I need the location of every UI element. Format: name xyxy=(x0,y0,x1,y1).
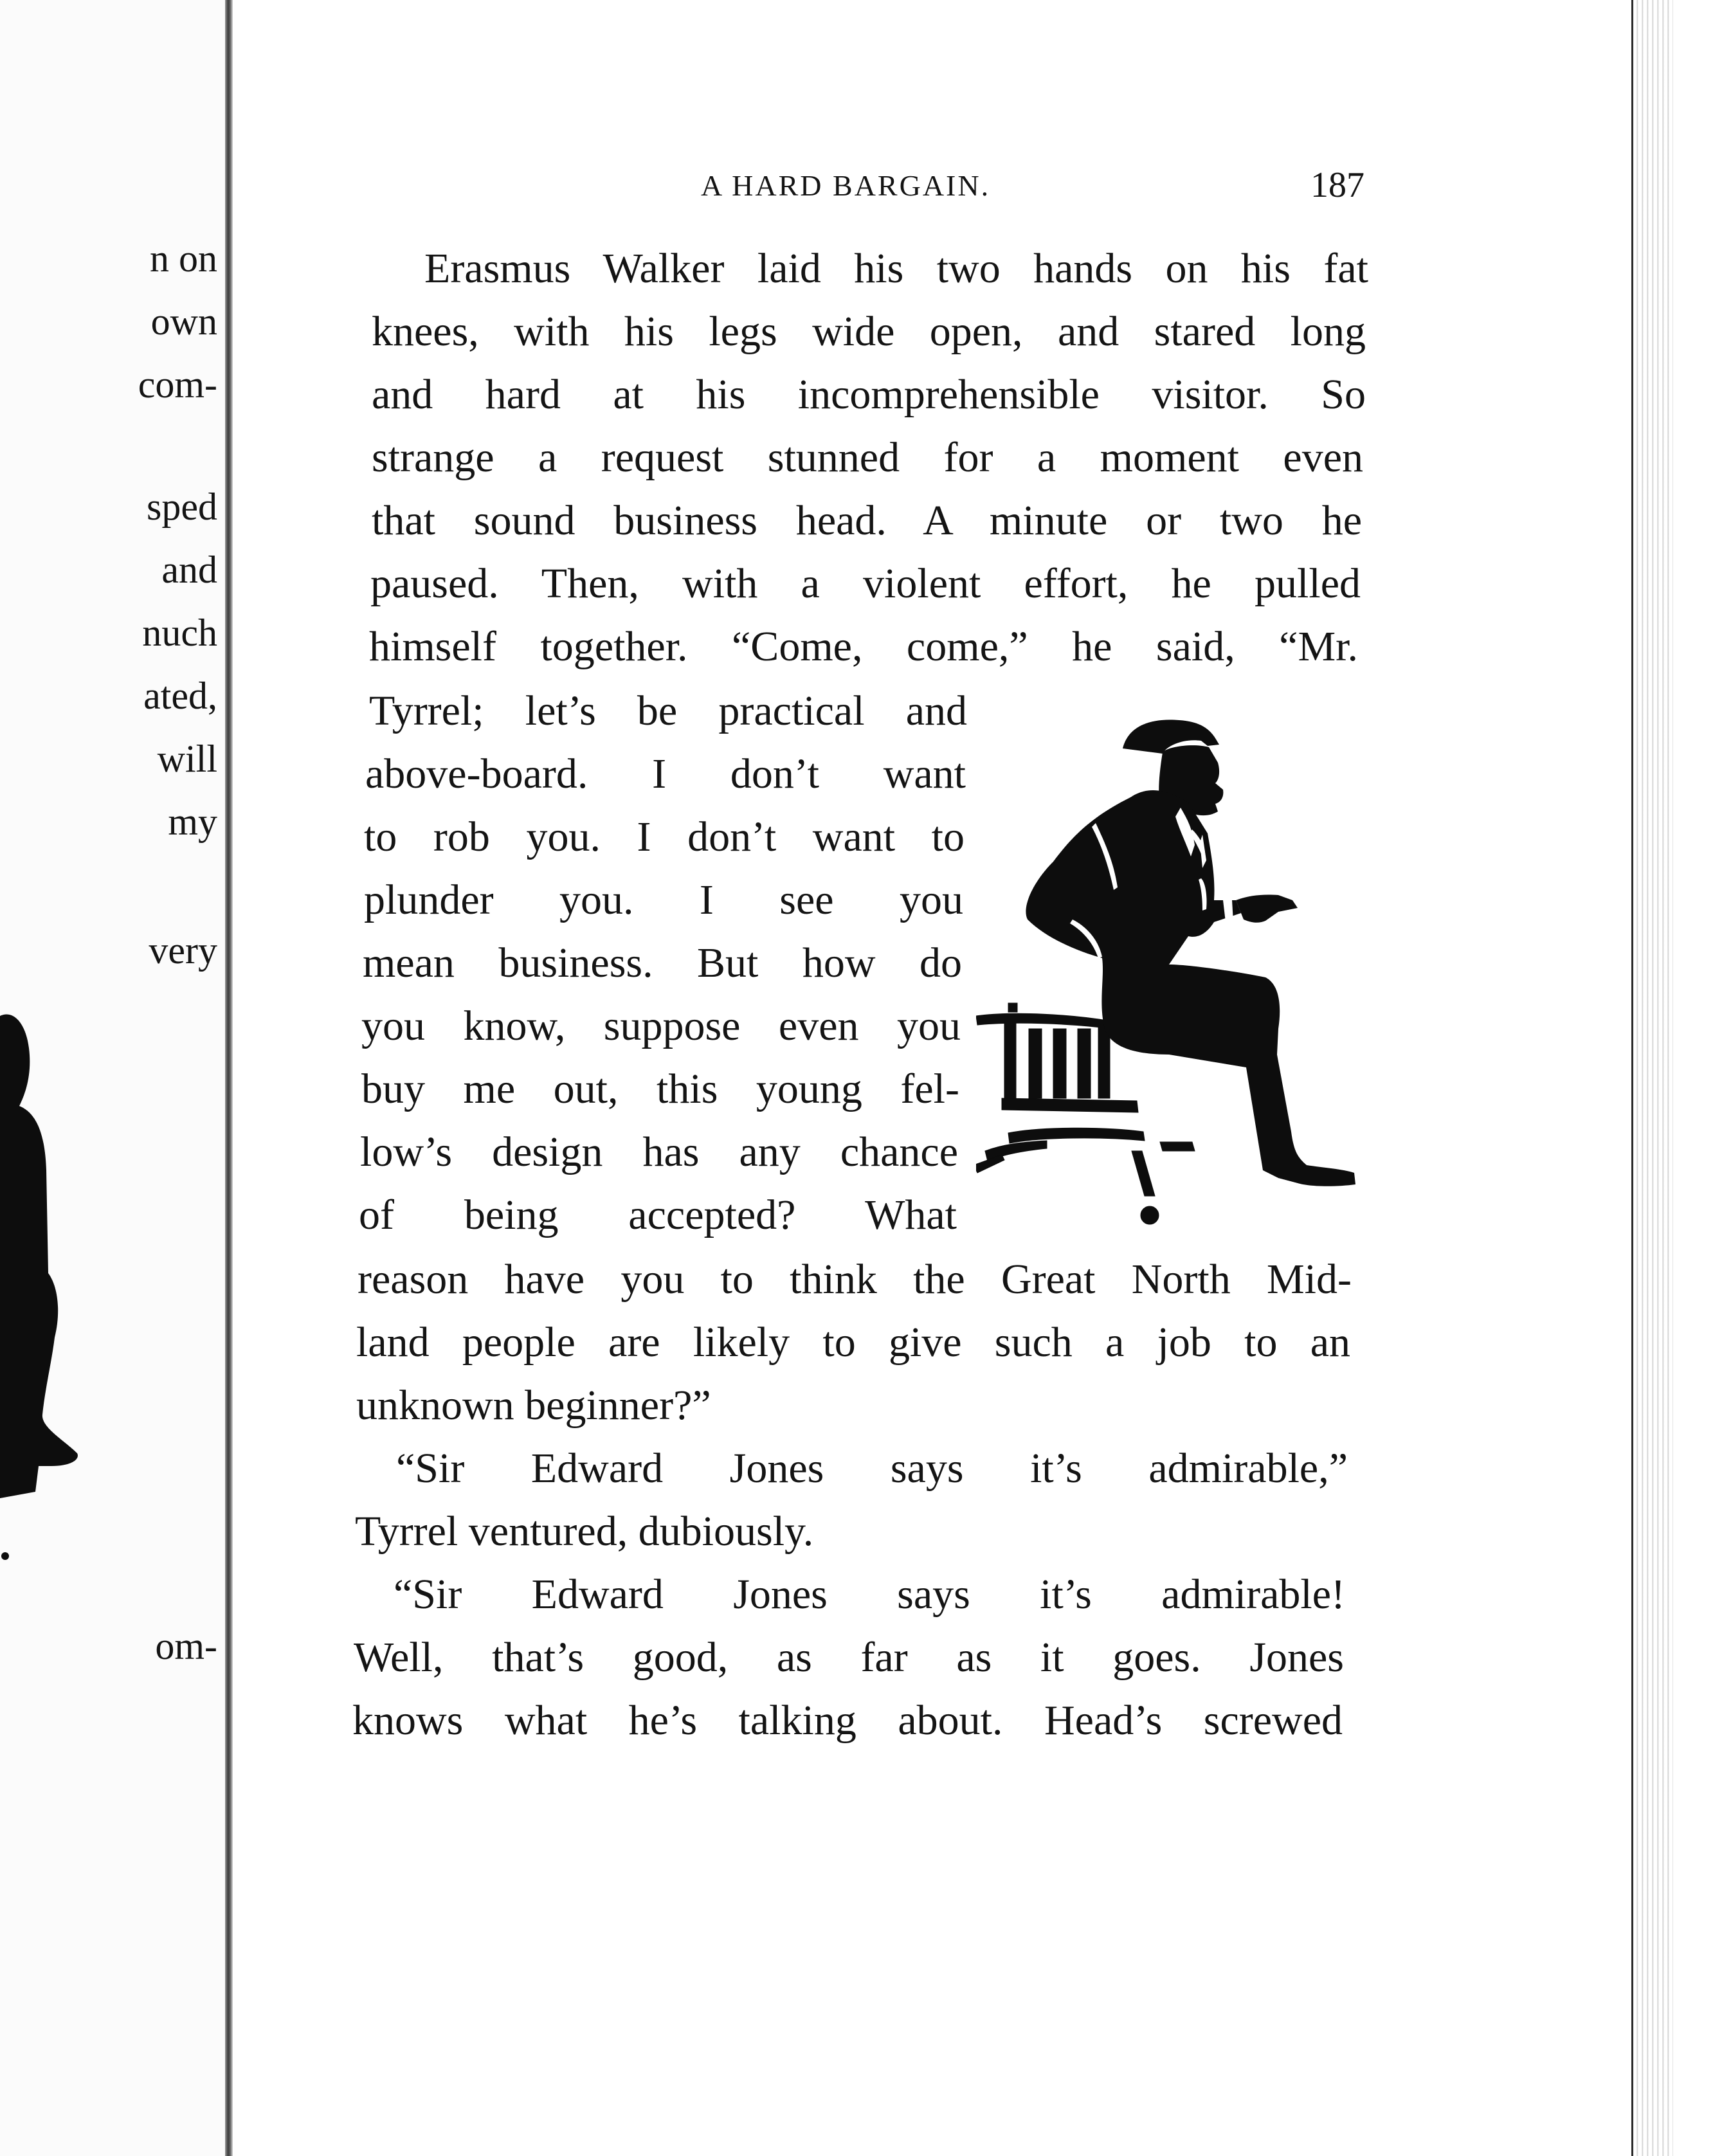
text-line: strange a request stunned for a moment even xyxy=(372,434,1363,481)
text-line: above-board. I don’t want xyxy=(365,750,966,797)
seated-man-silhouette xyxy=(976,707,1362,1235)
text-line: “Sir Edward Jones says it’s admirable! xyxy=(394,1571,1345,1618)
text-line: Tyrrel; let’s be practical and xyxy=(369,687,967,734)
facing-page-line: own xyxy=(150,300,217,343)
facing-page-line: my xyxy=(168,801,217,843)
facing-page-line: nuch xyxy=(142,611,217,654)
text-line: knees, with his legs wide open, and stared long xyxy=(372,308,1366,355)
facing-page-line: n on xyxy=(150,237,217,280)
text-line: paused. Then, with a violent effort, he pulled xyxy=(370,560,1361,607)
page-number: 187 xyxy=(1310,165,1364,205)
text-line: himself together. “Come, come,” he said, “Mr. xyxy=(369,623,1358,670)
text-line: Erasmus Walker laid his two hands on his fat xyxy=(424,245,1368,292)
text-line: low’s design has any chance xyxy=(360,1128,958,1175)
text-line: of being accepted? What xyxy=(359,1191,957,1238)
facing-page-line: will xyxy=(157,738,217,780)
facing-page-silhouette xyxy=(0,1003,84,1569)
text-line: plunder you. I see you xyxy=(364,876,963,923)
text-line: “Sir Edward Jones says it’s admirable,” xyxy=(396,1445,1348,1492)
text-line: Tyrrel ventured, dubiously. xyxy=(355,1508,814,1555)
text-line: reason have you to think the Great North Mid- xyxy=(358,1256,1352,1303)
text-line: buy me out, this young fel- xyxy=(361,1065,959,1112)
facing-page-line: com- xyxy=(138,363,217,406)
text-line: knows what he’s talking about. Head’s screwed xyxy=(352,1697,1343,1744)
text-line: unknown beginner?” xyxy=(356,1382,711,1429)
text-line: land people are likely to give such a job to an xyxy=(356,1319,1350,1366)
facing-page xyxy=(0,0,225,2156)
page-edge xyxy=(1631,0,1673,2156)
facing-page-line: sped xyxy=(147,485,217,528)
text-line: and hard at his incomprehensible visitor. So xyxy=(372,371,1366,418)
facing-page-line: om- xyxy=(155,1625,217,1667)
running-title: A HARD BARGAIN. xyxy=(701,169,991,202)
facing-page-line: and xyxy=(161,548,217,591)
text-line: you know, suppose even you xyxy=(361,1002,961,1049)
text-line: mean business. But how do xyxy=(363,939,962,986)
text-line: that sound business head. A minute or two he xyxy=(372,497,1362,544)
text-line: Well, that’s good, as far as it goes. Jones xyxy=(354,1634,1344,1681)
facing-page-line: very xyxy=(149,929,217,972)
facing-page-line: ated, xyxy=(143,675,217,717)
text-line: to rob you. I don’t want to xyxy=(364,813,965,860)
book-gutter xyxy=(225,0,233,2156)
